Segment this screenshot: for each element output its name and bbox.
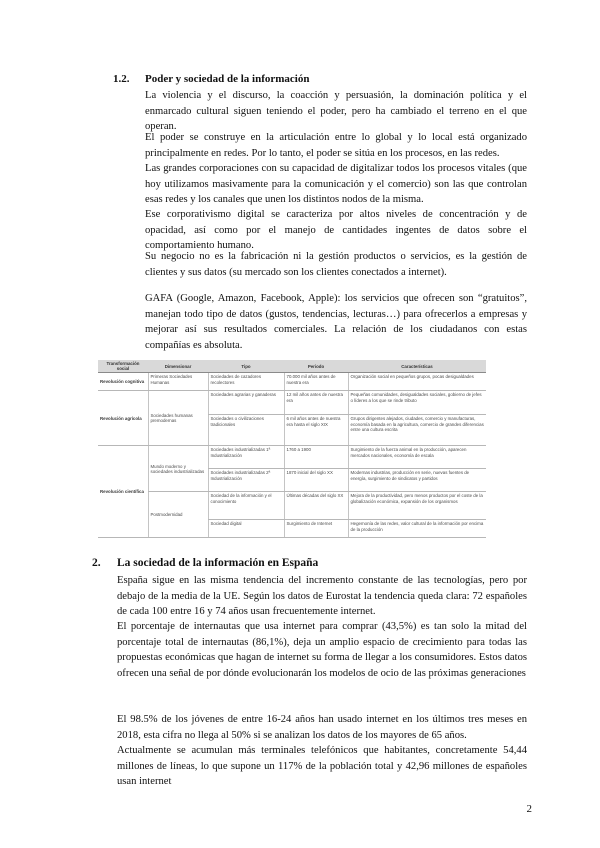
table-cell: Revolución científica <box>98 446 148 538</box>
paragraph: El porcentaje de internautas que usa internet para comprar (43,5%) es tan solo la mitad del porcentaje total de internautas (86,1%), deja un amplio espacio de crecimiento para todas las propuestas económicas que hagan de internet su forma de llegar a los consumidores. Estos datos ofrecen una señal de por dónde evolucionarán los modelos de ocio de las próximas generaciones <box>117 621 527 679</box>
column-header: Dimensionar <box>148 360 208 373</box>
table-cell: Postmodernidad <box>148 492 208 538</box>
table-cell: 1870 inicial del siglo XX <box>284 469 348 492</box>
table-cell: Sociedad de la información y el conocimiento <box>208 492 284 520</box>
table-cell: 6 mil años antes de nuestra era hasta el siglo XIX <box>284 415 348 446</box>
table-cell: Surgimiento de la fuerza animal en la producción, aparecen mercados nacionales, economía de escala <box>348 446 486 469</box>
paragraph: Las grandes corporaciones con su capacidad de digitalizar todos los procesos vitales (que hoy utilizamos masivamente para la comunicación y el comercio) son las que controlan esas redes y los canales que unen los distintos nodos de la misma. <box>145 163 527 206</box>
table-cell: Organización social en pequeños grupos, pocas desigualdades <box>348 373 486 391</box>
table-cell: Revolución cognitiva <box>98 373 148 391</box>
table-row <box>98 373 486 391</box>
table-cell: Primeras Sociedades Humanas <box>148 373 208 391</box>
section-number: 1.2. <box>113 73 130 85</box>
paragraph: Actualmente se acumulan más terminales telefónicos que habitantes, concretamente 54,44 millones de líneas, lo que supone un 117% de la población total y 42,96 millones de españoles usan internet <box>117 745 527 788</box>
paragraph: GAFA (Google, Amazon, Facebook, Apple): los servicios que ofrecen son “gratuitos”, manejan todo tipo de datos (gustos, tendencias, lecturas…) para ofrecerlos a empresas y mejorar así sus resultados comerciales. La relación de los ciudadanos con estas compañías es absoluta. <box>145 293 527 351</box>
paragraph: El 98.5% de los jóvenes de entre 16-24 años han usado internet en los últimos tres meses en 2018, esta cifra no llega al 50% si se analizan los datos de los mayores de 65 años. <box>117 714 527 741</box>
table-cell: Sociedades de cazadores recolectores <box>208 373 284 391</box>
column-header: Tipo <box>208 360 284 373</box>
paragraph: España sigue en las misma tendencia del incremento constante de las tecnologías, pero por debajo de la media de la UE. Según los datos de Eurostat la tendencia queda clara: 72 españoles de cada 100 entre 16 y 74 años usan frecuentemente internet. <box>117 575 527 618</box>
section-title: La sociedad de la información en España <box>117 557 319 569</box>
table-cell: Sociedades industrializadas 1ª Industrialización <box>208 446 284 469</box>
section-title: Poder y sociedad de la información <box>145 73 310 85</box>
section-number: 2. <box>92 557 101 569</box>
table-cell: 12 mil años antes de nuestra era <box>284 391 348 415</box>
table-cell: Mundo moderno y sociedades industrializadas <box>148 446 208 492</box>
column-header: Transformación social <box>98 360 148 373</box>
table-row <box>98 446 486 469</box>
table-row <box>98 391 486 415</box>
paragraph: Su negocio no es la fabricación ni la gestión productos o servicios, es la gestión de clientes y sus datos (su mercado son los clientes conectados a internet). <box>145 251 527 278</box>
table-cell: 1760 a 1900 <box>284 446 348 469</box>
table-cell: Sociedades agrarias y ganaderas <box>208 391 284 415</box>
paragraph: La violencia y el discurso, la coacción y persuasión, la dominación política y el enmarcado cultural siguen teniendo el poder, pero ha cambiado el terreno en el que operan. <box>145 90 527 133</box>
history-table-figure <box>98 360 486 549</box>
table-cell: Hegemonía de las redes, valor cultural de la información por encima de la producción <box>348 520 486 538</box>
table-cell: Modernas industrias, producción en serie, nuevas fuentes de energía, surgimiento de sindicatos y partidos <box>348 469 486 492</box>
table-cell: Sociedades o civilizaciones tradicionales <box>208 415 284 446</box>
table-row <box>98 492 486 520</box>
table-header-row <box>98 360 486 373</box>
history-table <box>98 360 486 538</box>
paragraph: El poder se construye en la articulación entre lo global y lo local está organizado principalmente en redes. Por lo tanto, el poder se sitúa en los procesos, en las redes. <box>145 132 527 159</box>
page-number: 2 <box>526 803 532 815</box>
table-cell: 70.000 mil años antes de nuestra era <box>284 373 348 391</box>
table-cell: Sociedades industrializadas 2ª Industrialización <box>208 469 284 492</box>
table-cell: Mejora de la productividad, pero menos productos por el coste de la globalización económica, expansión de los organismos <box>348 492 486 520</box>
table-cell: Sociedades humanas premodernas <box>148 391 208 446</box>
table-cell: Últimas décadas del siglo XX <box>284 492 348 520</box>
paragraph: Ese corporativismo digital se caracteriza por altos niveles de concentración y de opacidad, así como por el manejo de cantidades ingentes de datos sobre el comportamiento humano. <box>145 209 527 252</box>
column-header: Características <box>348 360 486 373</box>
table-cell: Surgimiento de Internet <box>284 520 348 538</box>
column-header: Periodo <box>284 360 348 373</box>
table-cell: Pequeñas comunidades, desigualdades sociales, gobierno de jefes o líderes a los que se rinde tributo <box>348 391 486 415</box>
table-cell: Revolución agrícola <box>98 391 148 446</box>
table-cell: Sociedad digital <box>208 520 284 538</box>
table-cell: Grupos dirigentes alejados, ciudades, comercio y manufacturas, economía basada en la agricultura, comercio de grandes diferencias entre una cultura escrita <box>348 415 486 446</box>
